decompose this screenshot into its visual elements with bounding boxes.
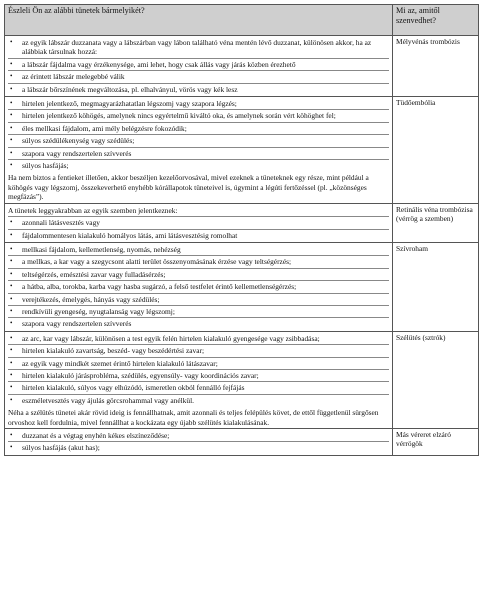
- bullet-icon: •: [10, 358, 13, 367]
- symptom-text: szapora vagy rendszertelen szívverés: [22, 319, 132, 329]
- bullet-icon: •: [10, 38, 13, 46]
- list-item: [8, 37, 389, 59]
- bullet-icon: •: [10, 395, 13, 404]
- symptoms-cell: [5, 429, 393, 456]
- symptoms-cell: [5, 242, 393, 331]
- condition-cell: Más véreret elzáró vérrögök: [393, 429, 479, 456]
- list-item: [8, 281, 389, 293]
- symptom-text: az egyik vagy mindkét szemet érintő hirtelen kialakuló látászavar;: [22, 358, 218, 368]
- list-item: [8, 430, 389, 442]
- symptom-list: [8, 430, 389, 454]
- list-item: [8, 382, 389, 394]
- symptom-text: szapora vagy rendszertelen szívverés: [22, 148, 132, 158]
- list-item: [8, 71, 389, 83]
- symptom-text: duzzanat és a végtag enyhén kékes elszíneződése;: [22, 431, 170, 440]
- bullet-icon: •: [10, 230, 13, 239]
- bullet-icon: •: [10, 346, 13, 355]
- symptom-text: az arc, kar vagy lábszár, különösen a test egyik felén hirtelen kialakuló gyengesége vagy zsibbadása;: [22, 333, 320, 343]
- list-item: [8, 370, 389, 382]
- symptom-text: hirtelen kialakuló, súlyos vagy elhúzódó, ismeretlen okból fennálló fejfájás: [22, 383, 245, 393]
- list-item: [8, 123, 389, 135]
- list-item: [8, 98, 389, 110]
- symptom-text: a lábszár fájdalma vagy érzékenysége, ami lehet, hogy csak állás vagy járás közben érezhető: [22, 59, 296, 69]
- list-item: [8, 256, 389, 268]
- symptom-text: hirtelen jelentkező, megmagyarázhatatlan légszomj vagy szapora légzés;: [22, 99, 237, 109]
- symptom-text: a mellkas, a kar vagy a szegycsont alatti terület összenyomásának érzése vagy teltségérzés;: [22, 257, 292, 267]
- list-item: [8, 135, 389, 147]
- symptom-table: [4, 4, 479, 456]
- bullet-icon: •: [10, 148, 13, 157]
- symptom-text: a hátba, alba, torokba, karba vagy hasba sugárzó, a felső testfelet érintő kellemetlenségérzés;: [22, 282, 297, 292]
- table-row: [5, 97, 479, 204]
- symptom-text: teltségérzés, emésztési zavar vagy fulladásérzés;: [22, 269, 166, 279]
- symptom-list: [8, 244, 389, 330]
- list-item: [8, 59, 389, 71]
- symptom-text: a lábszár bőrszínének megváltozása, pl. elhalványul, vörös vagy kék lesz: [22, 84, 238, 94]
- condition-cell: Szívroham: [393, 242, 479, 331]
- symptom-text: súlyos hasfájás;: [22, 161, 69, 171]
- condition-cell: Szélütés (sztrók): [393, 331, 479, 428]
- list-item: [8, 84, 389, 95]
- bullet-icon: •: [10, 72, 13, 81]
- list-item: [8, 110, 389, 122]
- list-item: [8, 230, 389, 241]
- list-item: [8, 306, 389, 318]
- list-item: [8, 244, 389, 256]
- symptoms-cell: [5, 331, 393, 428]
- condition-cell: Mélyvénás trombózis: [393, 36, 479, 97]
- list-item: [8, 294, 389, 306]
- symptoms-cell: [5, 203, 393, 242]
- bullet-icon: •: [10, 370, 13, 379]
- condition-cell: Retinális véna trombózisa (vérrög a szemben): [393, 203, 479, 242]
- bullet-icon: •: [10, 282, 13, 291]
- symptom-list: [8, 217, 389, 241]
- bullet-icon: •: [10, 136, 13, 145]
- symptom-text: súlyos hasfájás (akut has);: [22, 443, 100, 453]
- table-row: [5, 203, 479, 242]
- bullet-icon: •: [10, 257, 13, 266]
- table-row: [5, 429, 479, 456]
- list-item: [8, 269, 389, 281]
- table-header-row: [5, 5, 479, 36]
- bullet-icon: •: [10, 161, 13, 170]
- list-item: [8, 345, 389, 357]
- condition-cell: Tüdőembólia: [393, 97, 479, 204]
- bullet-icon: •: [10, 269, 13, 278]
- bullet-icon: •: [10, 244, 13, 253]
- symptom-text: hirtelen kialakuló járásprobléma, szédülés, egyensúly- vagy koordinációs zavar;: [22, 370, 259, 380]
- symptom-text: azonnali látásvesztés vagy: [22, 218, 100, 228]
- symptom-text: súlyos szédülékenység vagy szédülés;: [22, 136, 135, 146]
- bullet-icon: •: [10, 443, 13, 452]
- symptoms-note: Néha a szélütés tünetei akár rövid ideig is fennállhatnak, amit azonnali és teljes felépülés követ, de ettől függetlenül sürgősen orvoshoz kell fordulnia, mivel fennállhat a kockázata egy újabb szélütés kialakulásának.: [8, 408, 379, 427]
- symptom-text: hirtelen kialakuló zavartság, beszéd- vagy beszédértési zavar;: [22, 346, 205, 356]
- bullet-icon: •: [10, 333, 13, 342]
- symptom-text: az érintett lábszár melegebbé válik: [22, 72, 125, 82]
- table-row: [5, 331, 479, 428]
- symptoms-cell: [5, 97, 393, 204]
- header-condition: Mi az, amitől szenvedhet?: [393, 5, 479, 36]
- symptom-text: eszméletvesztés vagy ájulás görcsrohammal vagy anélkül.: [22, 395, 194, 405]
- list-item: [8, 217, 389, 229]
- list-item: [8, 358, 389, 370]
- bullet-icon: •: [10, 99, 13, 108]
- symptom-list: [8, 98, 389, 171]
- symptom-text: éles mellkasi fájdalom, ami mély belégzésre fokozódik;: [22, 123, 187, 133]
- table-body: [5, 36, 479, 456]
- table-row: [5, 242, 479, 331]
- symptom-text: hirtelen jelentkező köhögés, amelynek nincs egyértelmű kiváltó oka, és amelynek során vért köhöghet fel;: [22, 111, 336, 121]
- symptom-text: verejtékezés, émelygés, hányás vagy szédülés;: [22, 294, 160, 304]
- list-item: [8, 333, 389, 345]
- bullet-icon: •: [10, 319, 13, 328]
- bullet-icon: •: [10, 383, 13, 392]
- symptom-list: [8, 37, 389, 95]
- list-item: [8, 148, 389, 160]
- symptom-text: rendkívüli gyengeség, nyugtalanság vagy légszomj;: [22, 306, 175, 316]
- symptom-text: az egyik lábszár duzzanata vagy a lábszárban vagy lábon található véna mentén lévő duzzanat, különösen akkor, ha az alábbiak társulnak hozzá:: [22, 38, 372, 57]
- list-item: [8, 318, 389, 329]
- list-item: [8, 395, 389, 406]
- header-symptom: Észleli Ön az alábbi tünetek bármelyikét?: [5, 5, 393, 36]
- list-item: [8, 442, 389, 453]
- bullet-icon: •: [10, 306, 13, 315]
- symptom-text: fájdalommentesen kialakuló homályos látás, ami látásvesztésig romolhat: [22, 230, 238, 240]
- symptoms-intro: A tünetek leggyakrabban az egyik szemben jelentkeznek:: [8, 205, 389, 217]
- table-row: [5, 36, 479, 97]
- bullet-icon: •: [10, 431, 13, 439]
- bullet-icon: •: [10, 111, 13, 120]
- symptom-text: mellkasi fájdalom, kellemetlenség, nyomás, nehézség: [22, 244, 181, 254]
- bullet-icon: •: [10, 218, 13, 227]
- symptom-list: [8, 333, 389, 406]
- bullet-icon: •: [10, 123, 13, 132]
- bullet-icon: •: [10, 84, 13, 93]
- list-item: [8, 160, 389, 171]
- symptoms-cell: [5, 36, 393, 97]
- bullet-icon: •: [10, 294, 13, 303]
- bullet-icon: •: [10, 59, 13, 68]
- symptoms-note: Ha nem biztos a fentieket illetően, akkor beszéljen kezelőorvosával, mivel ezeknek a tüneteknek egy része, mint például a köhögés vagy légszomj, összekeverhető enyhébb kórállapotok tüneteivel is, úgymint a légúti fertőzéssel (pl. „közönséges megfázás”).: [8, 173, 369, 202]
